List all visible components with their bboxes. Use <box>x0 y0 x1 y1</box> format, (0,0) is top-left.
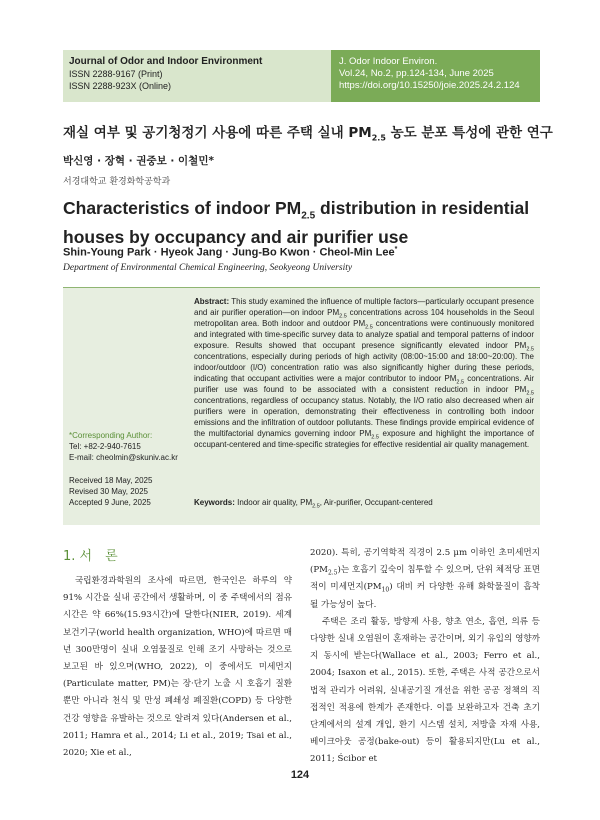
abstract-text <box>194 296 534 450</box>
abstract-sub: 2.5 <box>371 434 379 441</box>
doi-link[interactable]: https://doi.org/10.15250/joie.2025.24.2.124 <box>339 80 520 91</box>
issn-online: ISSN 2288-923X (Online) <box>69 81 172 91</box>
section-heading-introduction: 1. 서 론 <box>63 549 118 564</box>
text-span: )는 호흡기 깊숙이 침투할 수 있으며, 단위 체적당 표면적이 미세먼지(PM <box>310 565 540 593</box>
abstract-part: exposure and highlight the importance of occupant-centered and time-specific strategies for effective residential air quality management. <box>194 429 534 449</box>
article-info-sidebar <box>69 430 189 508</box>
volume-info: Vol.24, No.2, pp.124-134, June 2025 <box>339 68 494 79</box>
text-span: 2020). 특히, 공기역학적 직경이 2.5 μm 이하인 초미세먼지(PM <box>310 548 540 576</box>
revised-date: Revised 30 May, 2025 <box>69 487 149 496</box>
abstract-sub: 2.5 <box>339 313 347 320</box>
text-sub: 2.5 <box>327 569 338 577</box>
abstract-box <box>63 287 540 525</box>
english-affiliation: Department of Environmental Chemical Engineering, Seokyeong University <box>63 263 353 273</box>
corresponding-tel: Tel: +82-2-940-7615 <box>69 442 141 451</box>
korean-authors: 박신영 · 장혁 · 권중보 · 이철민* <box>63 155 214 167</box>
text-span: ) 대비 커 다양한 유해 화학물질이 흡착될 가능성이 높다. <box>310 582 540 610</box>
korean-title-sub: 2.5 <box>371 133 386 143</box>
body-column-right <box>310 545 540 769</box>
corresponding-mark: * <box>394 246 398 253</box>
english-authors-names: Shin-Young Park · Hyeok Jang · Jung-Bo Kwon · Cheol-Min Lee <box>63 246 395 259</box>
paragraph <box>310 545 540 614</box>
paragraph: 주택은 조리 활동, 방향제 사용, 향초 연소, 흡연, 의류 등 다양한 실내 오염원이 혼재하는 공간이며, 외기 유입의 영향까지 동시에 받는다(Wallace et al., 2003; Ferro et al., 2004; Isaxon et al., 2015). 또한, 주택은 사적 공간으로서 법적 관리가 어려워, 실내공기질 개선을 위한 공공 정책의 직접적인 적용에 한계가 존재한다. 이를 보완하고자 건축 초기 단계에서의 설계 개입, 환기 시스템 설치, 저방출 자재 사용, 베이크아웃 공정(bake-out) 등이 활용되지만(Lu et al., 2011; Ścibor et <box>310 616 540 765</box>
keywords <box>194 497 534 513</box>
journal-abbrev: J. Odor Indoor Environ. <box>339 56 438 67</box>
article-dates <box>69 475 189 508</box>
corresponding-label: *Corresponding Author: <box>69 431 153 440</box>
citation-panel <box>331 50 540 102</box>
english-title-pre: Characteristics of indoor PM <box>63 198 302 218</box>
received-date: Received 18 May, 2025 <box>69 476 153 485</box>
korean-title-post: 농도 분포 특성에 관한 연구 <box>385 125 553 141</box>
journal-info-panel <box>63 50 331 102</box>
abstract-sub: 2.5 <box>526 346 534 353</box>
abstract-sub: 2.5 <box>365 324 373 331</box>
abstract-sub: 2.5 <box>456 379 465 386</box>
abstract-part: concentrations across 104 households in the Seoul metropolitan area. Both indoor and outdoor PM <box>194 308 534 328</box>
keywords-pre: Indoor air quality, PM <box>234 498 313 507</box>
abstract-label: Abstract: <box>194 297 230 306</box>
body-column-left <box>63 573 292 762</box>
paragraph: 국립환경과학원의 조사에 따르면, 한국인은 하루의 약 91% 시간을 실내 공간에서 생활하며, 이 중 주택에서의 점유 시간은 약 66%(15.93시간)에 달한다(NIER, 2019). 세계보건기구(world health organization, WHO)에 따르면 매년 300만명이 실내 오염물질로 인해 조기 사망하는 것으로 보고된 바 있으며(WHO, 2022), 이 중에서도 미세먼지(Particulate matter, PM)는 장·단기 노출 시 호흡기 질환뿐만 아니라 천식 및 만성 폐쇄성 폐질환(COPD) 등 다양한 건강 영향을 유발하는 것으로 알려져 있다(Andersen et al., 2011; Hamra et al., 2014; Li et al., 2019; Tsai et al., 2020; Xie et al., <box>63 576 292 759</box>
korean-title <box>63 121 553 143</box>
journal-header <box>63 50 540 102</box>
abstract-part: concentrations, regardless of occupancy status. Notably, the I/O ratio also decreased when air purifiers were in operation, demonstrating their effectiveness in controlling both indoor emissions and the infiltration of outdoor pollutants. These findings provide empirical evidence of the multifactorial dynamics governing indoor PM <box>194 396 534 438</box>
english-authors <box>63 246 397 259</box>
abstract-part: concentrations were continuously monitored and integrated with time-specific survey data to analyze spatial and temporal patterns of indoor exposure. Results showed that occupant presence significantly elevated indoor PM <box>194 319 534 350</box>
abstract-sub: 2.5 <box>526 390 534 397</box>
english-title-post: distribution in residential houses by occupancy and air purifier use <box>63 198 530 247</box>
page-number: 124 <box>290 769 310 781</box>
english-title <box>63 198 543 247</box>
corresponding-email[interactable]: E-mail: cheolmin@skuniv.ac.kr <box>69 453 178 462</box>
korean-affiliation: 서경대학교 환경화학공학과 <box>63 177 171 187</box>
keywords-post: , Air-purifier, Occupant-centered <box>319 498 433 507</box>
abstract-part: concentrations. Air purifier use was found to be associated with a consistent reduction in indoor PM <box>194 374 534 394</box>
keywords-sub: 2.5 <box>312 503 320 510</box>
accepted-date: Accepted 9 June, 2025 <box>69 498 151 507</box>
korean-title-pre: 재실 여부 및 공기청정기 사용에 따른 주택 실내 PM <box>63 125 372 141</box>
text-sub: 10 <box>381 587 390 595</box>
keywords-label: Keywords: <box>194 498 235 507</box>
abstract-part: concentrations, especially during periods of high activity (08:00~15:00 and 18:00~20:00). The indoor/outdoor (I/O) concentration ratio was also significantly higher during these periods, indicating that occupant activities were a major contributor to indoor PM <box>194 352 534 383</box>
english-title-sub: 2.5 <box>301 210 316 222</box>
journal-name: Journal of Odor and Indoor Environment <box>69 56 263 67</box>
abstract-part: This study examined the influence of multiple factors—particularly occupant presence and air purifier operation—on indoor PM <box>194 297 534 317</box>
issn-print: ISSN 2288-9167 (Print) <box>69 69 163 79</box>
